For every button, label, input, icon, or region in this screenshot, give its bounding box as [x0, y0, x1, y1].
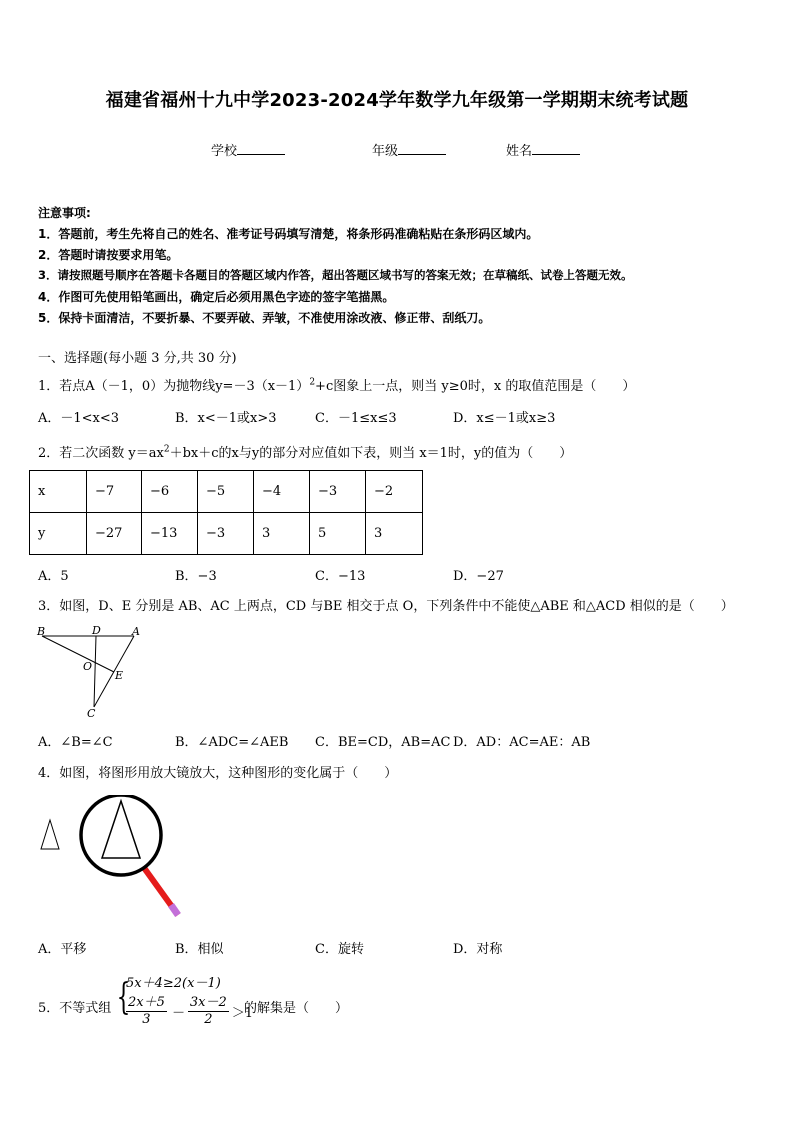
school-blank[interactable]	[237, 142, 285, 155]
system-brace: {	[116, 977, 131, 1018]
table-cell: 5	[310, 513, 366, 555]
magnifier-handle-tip	[171, 905, 178, 915]
q4-option-a[interactable]: A．平移	[38, 942, 87, 957]
magnifier-figure	[34, 795, 194, 925]
table-cell: 3	[254, 513, 310, 555]
notice-item: 3．请按照题号顺序在答题卡各题目的答题区域内作答，超出答题区域书写的答案无效；在草稿纸、试卷上答题无效。	[38, 268, 633, 282]
q4-option-c[interactable]: C．旋转	[315, 942, 364, 957]
table-cell: −27	[87, 513, 142, 555]
magnifier-lens	[81, 795, 161, 875]
q1-option-c[interactable]: C．－1≤x≤3	[315, 411, 397, 426]
q3-option-a[interactable]: A．∠B=∠C	[38, 735, 113, 750]
table-cell: −4	[254, 471, 310, 513]
fraction-2: $\frac{3x-2}{2}$	[189, 995, 227, 1027]
question-1-stem: 1．若点A（－1，0）为抛物线$y=-3(x-1)^2+c$图象上一点，则当 y≥0时，x 的取值范围是（ ）	[38, 377, 636, 394]
inequality-2: $\frac{2x+5}{3}$ － $\frac{3x-2}{2}$ ＞1	[128, 995, 254, 1027]
notice-item: 1．答题前，考生先将自己的姓名、准考证号码填写清楚，将条形码准确粘贴在条形码区域内。	[38, 227, 539, 241]
inequality-1: 5x＋4≥2(x－1)	[126, 976, 221, 991]
q2-option-d[interactable]: D．−27	[453, 569, 504, 584]
table-cell: x	[30, 471, 87, 513]
q2-option-a[interactable]: A．5	[38, 569, 69, 584]
q1-option-b[interactable]: B．x<－1或x>3	[175, 411, 277, 426]
q2-option-c[interactable]: C．−13	[315, 569, 366, 584]
q3-option-c[interactable]: C．BE=CD，AB=AC	[315, 735, 451, 750]
notice-item: 5．保持卡面清洁，不要折暴、不要弄破、弄皱，不准使用涂改液、修正带、刮纸刀。	[38, 311, 491, 325]
table-row-y	[30, 513, 423, 555]
q3-option-d[interactable]: D．AD：AC=AE：AB	[453, 735, 591, 750]
label-d: D	[92, 624, 101, 637]
label-b: B	[37, 625, 46, 638]
section-heading: 一、选择题(每小题 3 分,共 30 分)	[38, 351, 237, 366]
question-2-stem: 2．若二次函数 $y=ax^2+bx+c$的x与y的部分对应值如下表，则当 x＝1时，y的值为（ ）	[38, 444, 573, 461]
table-cell: −13	[142, 513, 198, 555]
triangle-figure	[34, 622, 144, 720]
grade-blank[interactable]	[398, 142, 446, 155]
label-o: O	[83, 660, 93, 673]
question-5-prefix: 5．不等式组	[38, 1001, 112, 1016]
school-field[interactable]	[211, 140, 285, 159]
table-cell: −7	[87, 471, 142, 513]
q1-option-d[interactable]: D．x≤－1或x≥3	[453, 411, 556, 426]
table-cell: −5	[198, 471, 254, 513]
small-triangle	[41, 820, 59, 849]
table-cell: −2	[366, 471, 423, 513]
notice-item: 4．作图可先使用铅笔画出，确定后必须用黑色字迹的签字笔描黑。	[38, 290, 395, 304]
label-e: E	[115, 669, 124, 682]
label-a: A	[132, 625, 140, 638]
page-title: 福建省福州十九中学2023-2024学年数学九年级第一学期期末统考试题	[105, 90, 689, 111]
table-cell: y	[30, 513, 87, 555]
table-row-x	[30, 471, 423, 513]
label-c: C	[87, 707, 96, 720]
segment-dc	[94, 636, 96, 707]
notice-heading: 注意事项:	[38, 206, 91, 220]
name-field[interactable]	[506, 140, 580, 159]
school-label: 学校	[211, 144, 238, 159]
value-table	[29, 470, 423, 555]
grade-field[interactable]	[372, 140, 446, 159]
q1-option-a[interactable]: A．－1<x<3	[38, 411, 120, 426]
question-3-stem: 3．如图，D、E 分别是 AB、AC 上两点，CD 与BE 相交于点 O，下列条件中不能使△ABE 和△ACD 相似的是（ ）	[38, 599, 734, 614]
q4-option-b[interactable]: B．相似	[175, 942, 224, 957]
notice-item: 2．答题时请按要求用笔。	[38, 248, 179, 262]
table-cell: 3	[366, 513, 423, 555]
question-4-stem: 4．如图，将图形用放大镜放大，这种图形的变化属于（ ）	[38, 766, 398, 781]
q2-option-b[interactable]: B．−3	[175, 569, 217, 584]
table-cell: −3	[198, 513, 254, 555]
grade-label: 年级	[372, 144, 399, 159]
name-label: 姓名	[506, 144, 533, 159]
question-5-suffix: 的解集是（ ）	[244, 1001, 349, 1016]
table-cell: −3	[310, 471, 366, 513]
segment-be	[42, 636, 114, 672]
table-cell: −6	[142, 471, 198, 513]
name-blank[interactable]	[532, 142, 580, 155]
q3-option-b[interactable]: B．∠ADC=∠AEB	[175, 735, 289, 750]
fraction-1: $\frac{2x+5}{3}$	[128, 995, 165, 1027]
q4-option-d[interactable]: D．对称	[453, 942, 503, 957]
